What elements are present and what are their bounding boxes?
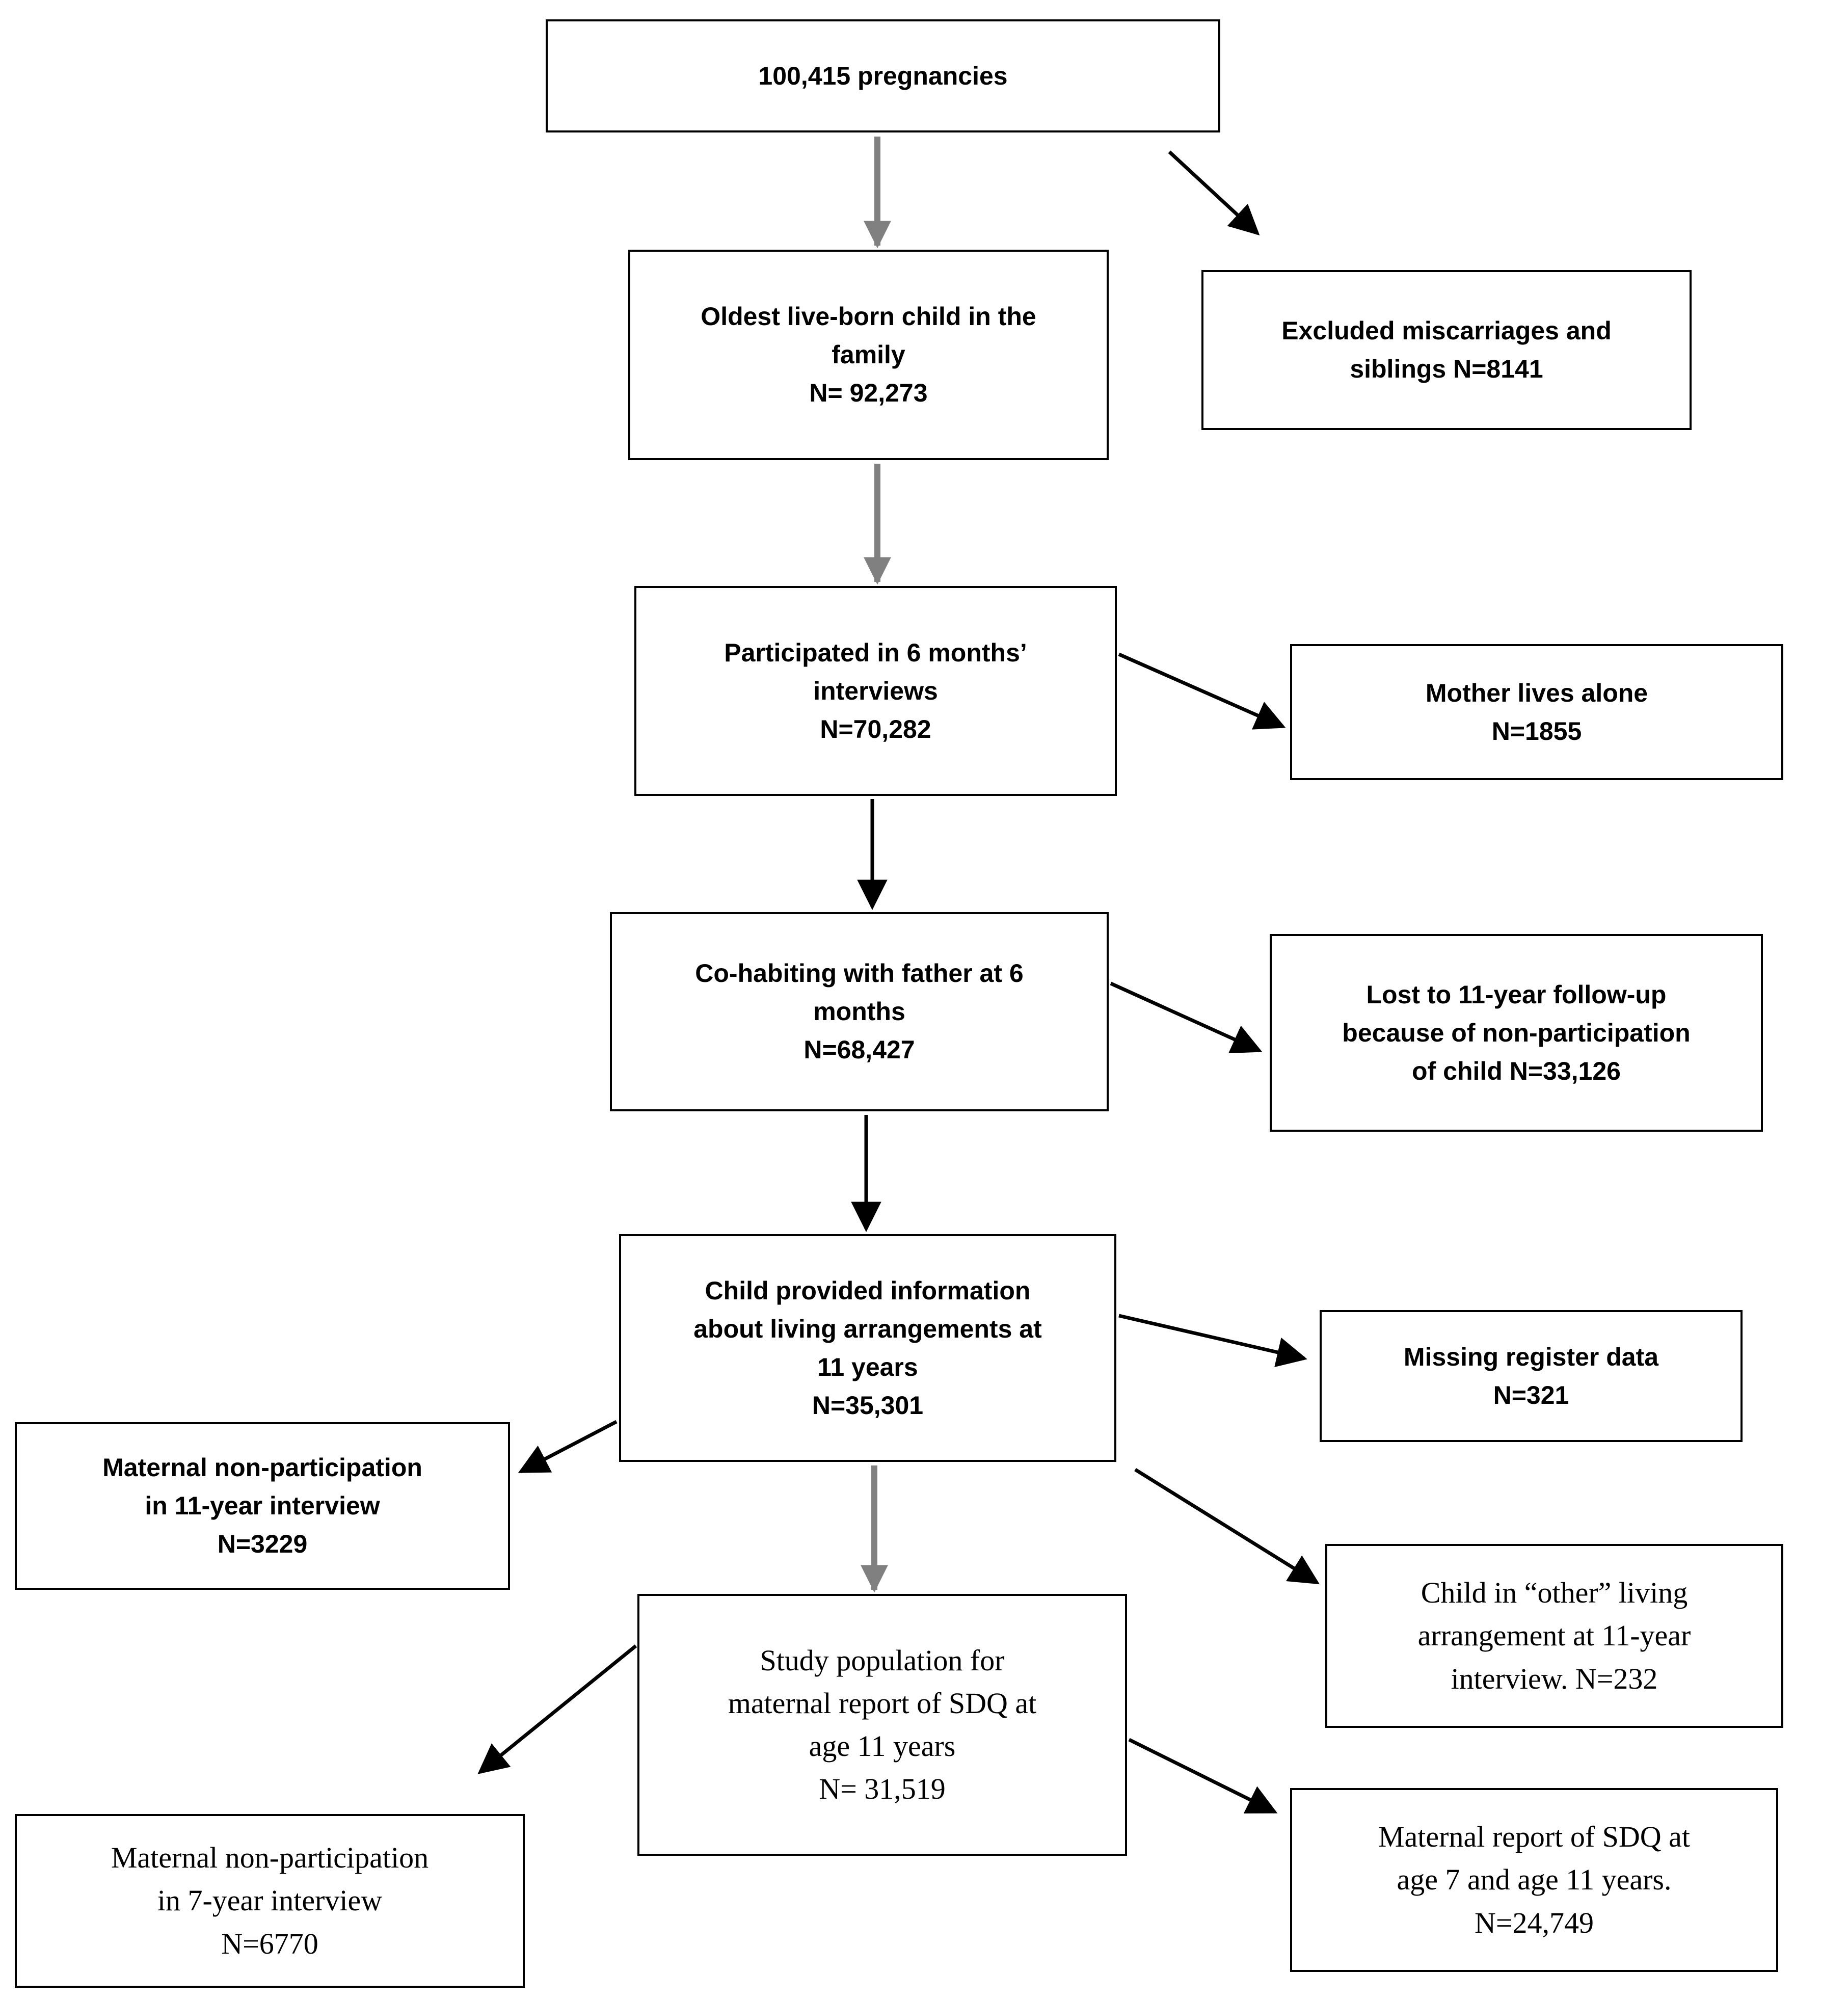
flow-box-maternal-nonpart-11: Maternal non-participation in 11-year interview N=3229 [15,1422,510,1590]
flow-box-study-population: Study population for maternal report of SDQ at age 11 years N= 31,519 [637,1594,1127,1856]
flow-box-child-other-living: Child in “other” living arrangement at 11-year interview. N=232 [1325,1544,1783,1728]
flow-box-oldest-live-born: Oldest live-born child in the family N= 92,273 [628,250,1109,460]
arrow-study-population-to-maternal-report [1129,1740,1275,1812]
flow-box-lost-to-followup: Lost to 11-year follow-up because of non-participation of child N=33,126 [1270,934,1763,1132]
flow-box-mother-lives-alone: Mother lives alone N=1855 [1290,644,1783,780]
flow-box-child-provided-info: Child provided information about living arrangements at 11 years N=35,301 [619,1234,1116,1462]
flow-box-pregnancies: 100,415 pregnancies [546,19,1220,132]
flow-box-missing-register-data: Missing register data N=321 [1320,1310,1743,1442]
arrow-participated-to-mother-alone [1119,654,1283,727]
arrow-child-info-to-maternal-nonpart-11 [521,1422,617,1472]
flow-box-maternal-report-sdq: Maternal report of SDQ at age 7 and age 11 years. N=24,749 [1290,1788,1778,1972]
arrow-cohabiting-to-lost-followup [1111,983,1260,1051]
arrow-study-population-to-maternal-nonpart-7 [480,1646,636,1772]
flow-box-maternal-nonpart-7: Maternal non-participation in 7-year interview N=6770 [15,1814,525,1988]
flow-box-cohabiting-with-father: Co-habiting with father at 6 months N=68,427 [610,912,1109,1111]
flow-box-excluded-miscarriages: Excluded miscarriages and siblings N=8141 [1201,270,1692,430]
arrow-child-info-to-child-other-living [1135,1470,1317,1583]
arrow-child-info-to-missing-register [1119,1316,1304,1358]
arrow-pregnancies-to-excluded [1169,152,1257,233]
flow-box-participated-6-months: Participated in 6 months’ interviews N=70,282 [634,586,1117,796]
